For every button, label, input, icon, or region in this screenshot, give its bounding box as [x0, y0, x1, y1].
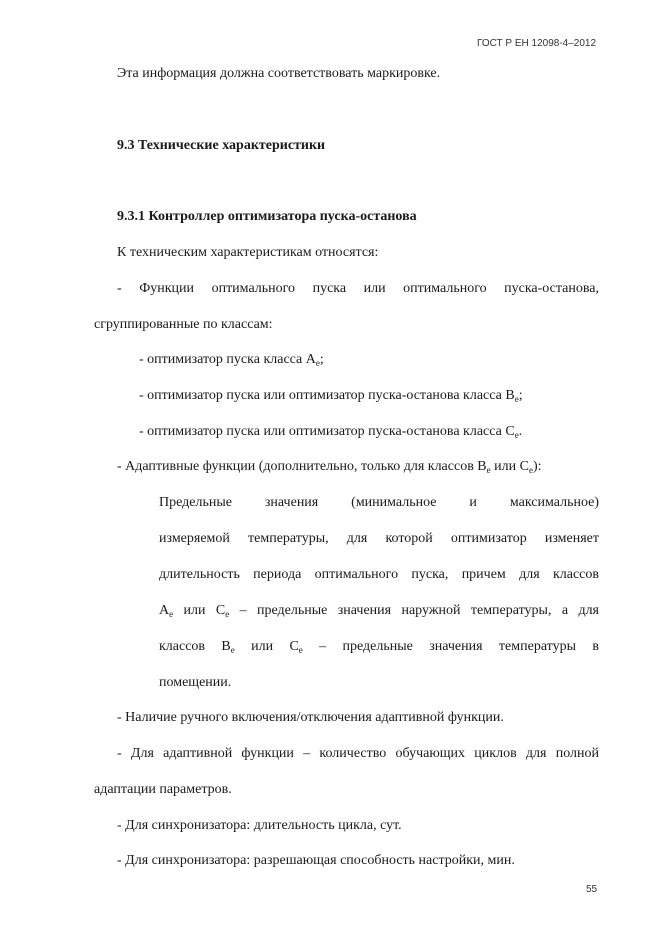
functions-line-2: сгруппированные по классам: [94, 317, 273, 332]
document-id: ГОСТ Р ЕН 12098-4–2012 [477, 38, 597, 49]
class-b-item: - оптимизатор пуска или оптимизатор пуска-останова класса $B_e$; [139, 388, 523, 404]
sync-cycle-item: - Для синхронизатора: длительность цикла, сут. [117, 818, 402, 833]
page-number: 55 [586, 884, 598, 895]
learning-cycles-line-2: адаптации параметров. [94, 782, 232, 797]
section-heading: 9.3 Технические характеристики [117, 138, 326, 153]
limits-line-2: измеряемой температуры, для которой оптимизатор изменяет [159, 531, 599, 546]
functions-line-1: - Функции оптимального пуска или оптимального пуска-останова, [117, 281, 599, 296]
tech-intro: К техническим характеристикам относятся: [117, 245, 379, 260]
limits-line-1: Предельные значения (минимальное и максимальное) [159, 495, 599, 510]
class-c-item: - оптимизатор пуска или оптимизатор пуска-останова класса $C_e$. [139, 424, 523, 440]
learning-cycles-line-1: - Для адаптивной функции – количество обучающих циклов для полной [117, 746, 599, 761]
limits-line-4: $A_e$ или $C_e$ – предельные значения наружной температуры, а для [159, 603, 599, 619]
limits-line-6: помещении. [159, 675, 232, 690]
adaptive-functions: - Адаптивные функции (дополнительно, только для классов $B_e$ или $C_e$): [117, 459, 542, 475]
limits-line-5: классов $B_e$ или $C_e$ – предельные значения температуры в [159, 639, 599, 655]
subsection-heading: 9.3.1 Контроллер оптимизатора пуска-останова [117, 209, 417, 224]
intro-line: Эта информация должна соответствовать маркировке. [117, 66, 441, 81]
sync-resolution-item: - Для синхронизатора: разрешающая способность настройки, мин. [117, 853, 515, 868]
class-a-item: - оптимизатор пуска класса $A_e$; [139, 352, 324, 368]
manual-switch-item: - Наличие ручного включения/отключения адаптивной функции. [117, 710, 504, 725]
limits-line-3: длительность периода оптимального пуска, причем для классов [159, 567, 599, 582]
